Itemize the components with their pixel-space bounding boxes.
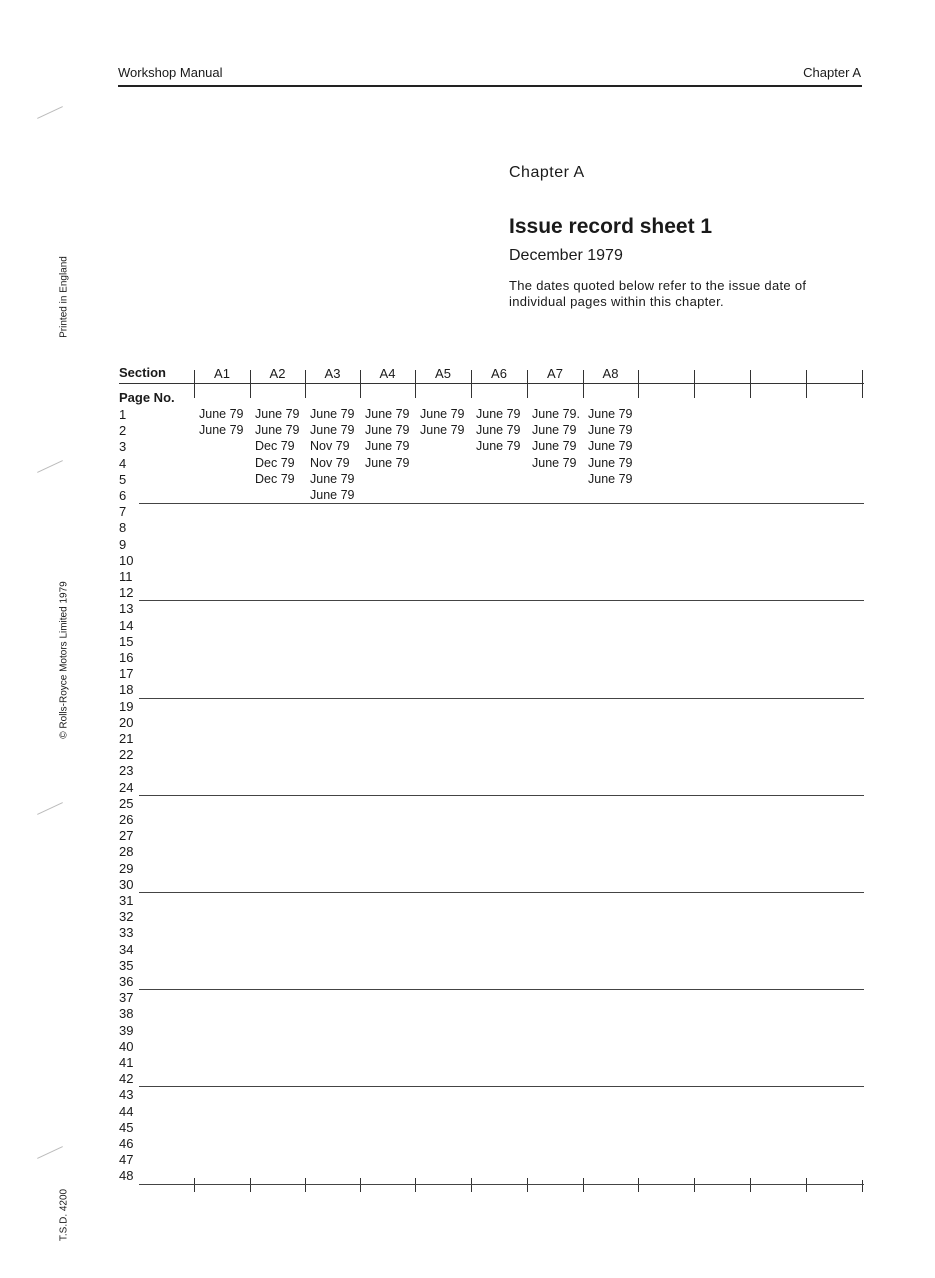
copyright-label: © Rolls-Royce Motors Limited 1979	[58, 581, 70, 739]
printed-in-label: Printed in England	[58, 256, 70, 338]
page-number: 48	[119, 1168, 134, 1184]
page-number: 5	[119, 471, 127, 487]
issue-date-cell: June 79	[532, 439, 577, 454]
page-number: 21	[119, 731, 134, 746]
page-number: 41	[119, 1055, 134, 1070]
page-number: 15	[119, 633, 134, 649]
row-group-rule	[139, 989, 864, 990]
issue-date-cell: June 79	[588, 471, 633, 486]
issue-date-cell: June 79	[310, 488, 355, 502]
page-number: 19	[119, 698, 134, 714]
issue-date-cell: June 79	[310, 423, 355, 438]
page-number: 32	[119, 909, 134, 925]
issue-date: December 1979	[509, 247, 623, 264]
column-divider-bottom	[583, 1178, 584, 1192]
issue-date-cell: June 79	[420, 423, 465, 438]
page-number: 4	[119, 455, 127, 471]
column-header: A2	[269, 366, 286, 381]
page-number: 46	[119, 1136, 134, 1151]
issue-date-cell: Dec 79	[255, 439, 295, 454]
page-number: 47	[119, 1152, 134, 1168]
page-number: 1	[119, 407, 127, 422]
page-number: 3	[119, 439, 127, 455]
header-chapter: Chapter A	[803, 65, 861, 80]
row-group-rule	[139, 1086, 864, 1087]
tsd-label: T.S.D. 4200	[58, 1188, 70, 1242]
page-number: 37	[119, 990, 134, 1006]
page-number: 35	[119, 957, 134, 973]
issue-date-cell: June 79	[365, 439, 410, 454]
page-number: 30	[119, 876, 134, 892]
page-number: 45	[119, 1119, 134, 1135]
page-title: Issue record sheet 1	[509, 215, 713, 238]
page-number: 44	[119, 1103, 134, 1119]
page-number: 36	[119, 974, 134, 989]
column-header: A1	[214, 366, 230, 381]
page-number: 17	[119, 666, 134, 682]
page-number: 16	[119, 650, 134, 665]
issue-date-cell: June 79	[476, 423, 521, 438]
chapter-heading: Chapter A	[509, 164, 585, 181]
row-group-rule	[139, 503, 864, 504]
page-number: 26	[119, 812, 134, 827]
page-number: 24	[119, 779, 134, 795]
issue-date-cell: June 79	[476, 439, 521, 454]
issue-date-cell: June 79	[310, 471, 355, 486]
row-group-rule	[139, 795, 864, 796]
column-divider-bottom	[806, 1178, 807, 1192]
column-divider-bottom	[471, 1178, 472, 1192]
column-divider-bottom	[360, 1178, 361, 1192]
page-number: 34	[119, 941, 134, 957]
issue-date-cell: June 79	[199, 407, 244, 421]
row-group-rule	[139, 600, 864, 601]
row-group-rule	[139, 1184, 864, 1185]
page-number: 23	[119, 763, 134, 779]
issue-date-cell: June 79	[588, 423, 633, 438]
page-number: 40	[119, 1038, 134, 1054]
page-number: 38	[119, 1006, 134, 1022]
page-number: 29	[119, 860, 134, 876]
page-no-label: Page No.	[119, 390, 175, 405]
issue-date-cell: Nov 79	[310, 439, 350, 454]
page-number: 8	[119, 520, 127, 536]
page-number: 25	[119, 795, 134, 811]
issue-date-cell: June 79	[588, 407, 633, 421]
page-number: 22	[119, 747, 134, 763]
issue-date-cell: Nov 79	[310, 455, 350, 470]
page-number: 11	[119, 569, 133, 584]
page-number: 9	[119, 536, 127, 552]
issue-date-cell: June 79	[365, 455, 410, 470]
issue-date-cell: June 79	[476, 407, 521, 421]
issue-date-cell: June 79	[588, 455, 633, 470]
issue-date-cell: June 79	[310, 407, 355, 421]
issue-date-cell: June 79	[255, 423, 300, 438]
issue-date-cell: June 79	[365, 407, 410, 421]
row-group-rule	[139, 698, 864, 699]
page-number: 6	[119, 488, 127, 503]
column-divider	[694, 370, 695, 398]
issue-date-cell: June 79	[420, 407, 465, 421]
row-group-rule	[139, 892, 864, 893]
issue-date-cell: June 79	[532, 455, 577, 470]
column-divider-bottom	[527, 1178, 528, 1192]
header-manual-title: Workshop Manual	[118, 65, 223, 80]
page-number: 42	[119, 1071, 134, 1087]
column-divider	[806, 370, 807, 398]
column-header: A3	[324, 366, 341, 381]
issue-date-cell: June 79	[588, 439, 633, 454]
page-number: 39	[119, 1022, 134, 1038]
column-divider	[638, 370, 639, 398]
intro-text: The dates quoted below refer to the issue date of individual pages within this chapter.	[509, 278, 807, 309]
column-divider	[750, 370, 751, 398]
issue-date-cell: Dec 79	[255, 471, 295, 486]
page-number: 28	[119, 844, 134, 860]
column-divider-bottom	[638, 1178, 639, 1192]
column-divider-bottom	[694, 1178, 695, 1192]
page-number: 2	[119, 423, 127, 439]
column-header: A6	[491, 366, 507, 381]
page-number: 7	[119, 504, 127, 520]
column-divider-bottom	[250, 1178, 251, 1192]
issue-date-cell: Dec 79	[255, 455, 295, 470]
column-header: A7	[547, 366, 563, 381]
column-header: A8	[602, 366, 619, 381]
issue-date-cell: June 79	[365, 423, 410, 438]
page-number: 10	[119, 552, 134, 568]
column-divider-bottom	[194, 1178, 195, 1192]
page-number: 33	[119, 925, 134, 941]
page-number: 18	[119, 682, 134, 698]
column-divider-bottom	[415, 1178, 416, 1192]
column-header: A5	[435, 366, 451, 381]
page-number: 31	[119, 893, 134, 908]
page-number: 13	[119, 601, 134, 617]
page-number: 14	[119, 617, 134, 633]
page-number: 20	[119, 714, 134, 730]
page-number: 27	[119, 828, 134, 844]
page-number: 43	[119, 1087, 134, 1103]
issue-date-cell: June 79	[199, 423, 244, 438]
issue-date-cell: June 79	[255, 407, 300, 421]
issue-date-cell: June 79.	[532, 407, 580, 421]
page-number: 12	[119, 585, 134, 601]
issue-date-cell: June 79	[532, 423, 577, 438]
section-label: Section	[119, 365, 166, 380]
column-divider-bottom	[305, 1178, 306, 1192]
column-divider-bottom	[750, 1178, 751, 1192]
column-header: A4	[379, 366, 396, 381]
